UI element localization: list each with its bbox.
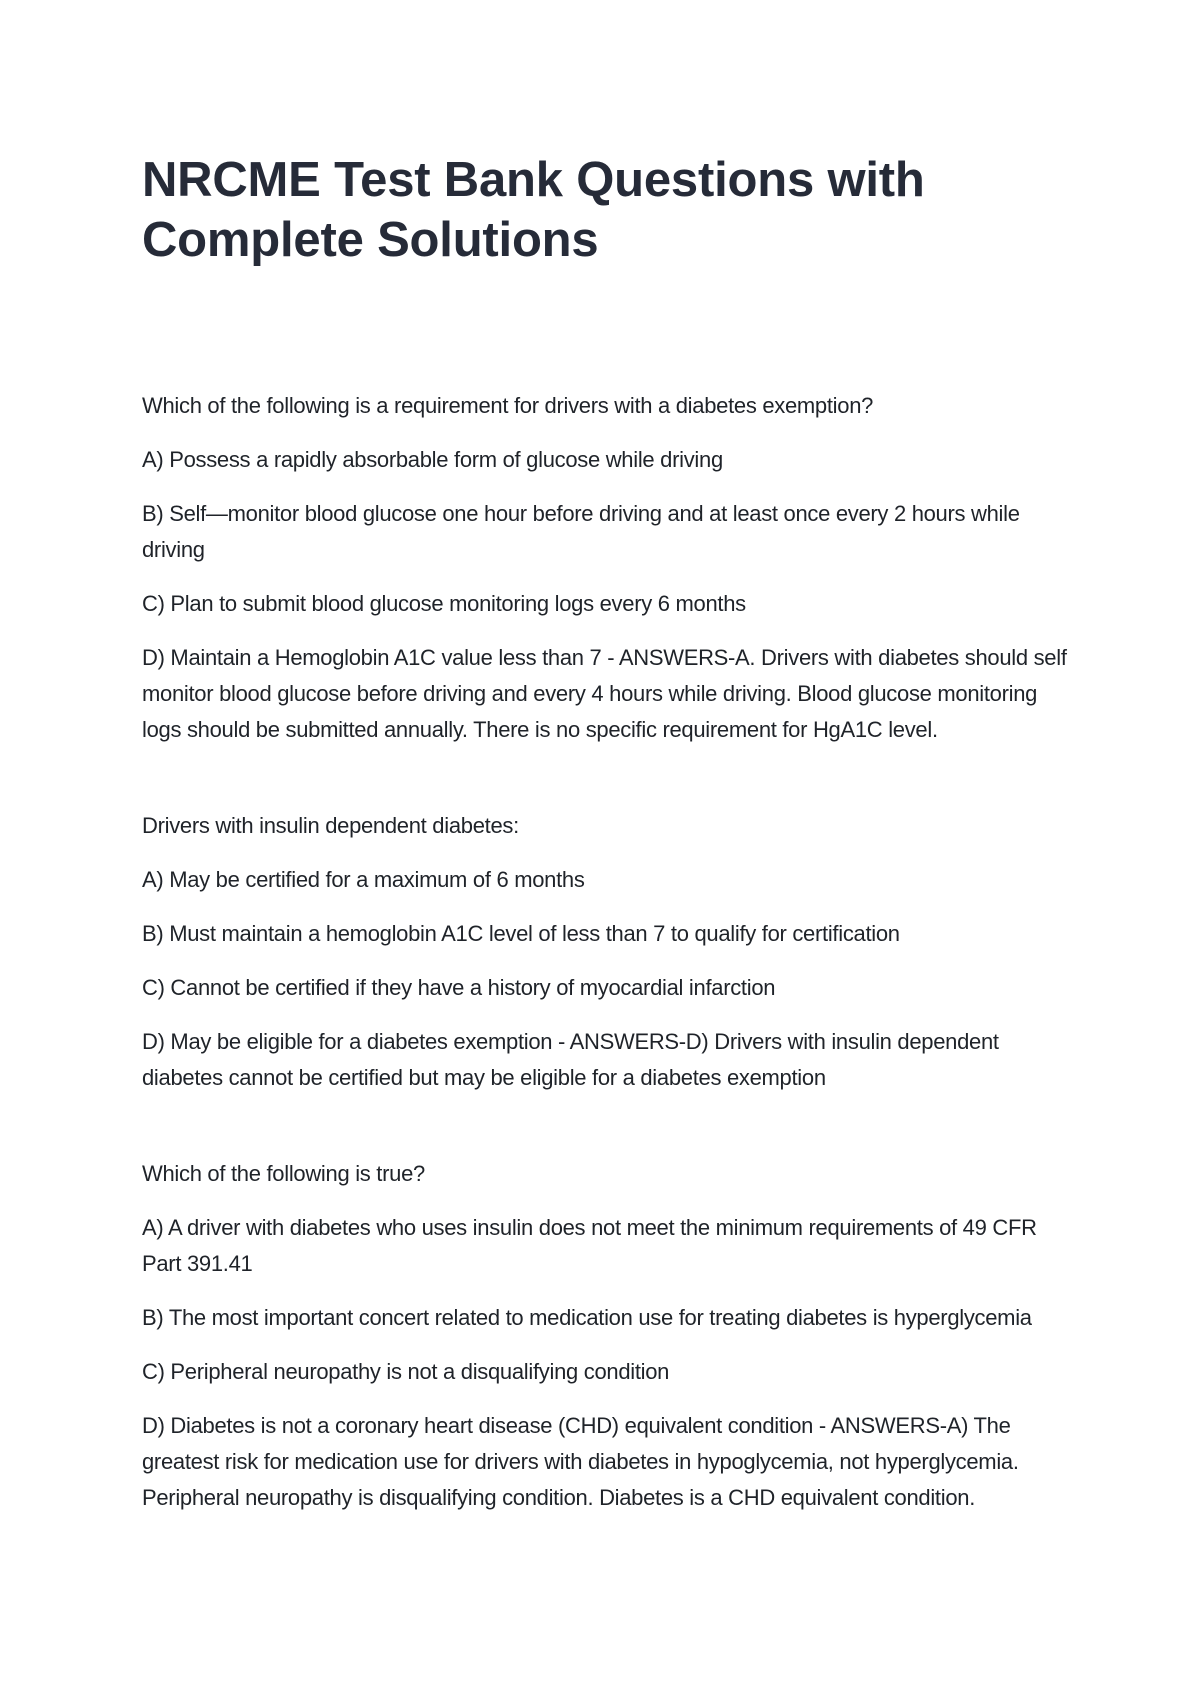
- answer-option-b: B) The most important concert related to medication use for treating diabetes is hyperglycemia: [142, 1305, 1032, 1330]
- answer-option-c: C) Peripheral neuropathy is not a disqualifying condition: [142, 1359, 670, 1384]
- question-stem: Drivers with insulin dependent diabetes:: [142, 813, 519, 838]
- question-block-2: [142, 808, 1068, 1096]
- answer-option-d: D) May be eligible for a diabetes exemption - ANSWERS-D) Drivers with insulin dependent diabetes cannot be certified but may be eligible for a diabetes exemption: [142, 1029, 999, 1090]
- answer-option-b: B) Self—monitor blood glucose one hour before driving and at least once every 2 hours while driving: [142, 501, 1020, 562]
- question-stem: Which of the following is true?: [142, 1161, 425, 1186]
- answer-option-a: A) May be certified for a maximum of 6 months: [142, 867, 585, 892]
- answer-option-a: A) Possess a rapidly absorbable form of glucose while driving: [142, 447, 723, 472]
- answer-option-b: B) Must maintain a hemoglobin A1C level of less than 7 to qualify for certification: [142, 921, 900, 946]
- answer-option-c: C) Cannot be certified if they have a history of myocardial infarction: [142, 975, 776, 1000]
- question-stem: Which of the following is a requirement for drivers with a diabetes exemption?: [142, 393, 874, 418]
- answer-option-d: D) Maintain a Hemoglobin A1C value less than 7 - ANSWERS-A. Drivers with diabetes should self monitor blood glucose before driving and every 4 hours while driving. Blood glucose monitoring logs should be submitted annually. There is no specific requirement for HgA1C level.: [142, 645, 1067, 742]
- question-block-1: [142, 388, 1068, 748]
- question-block-3: [142, 1156, 1068, 1516]
- answer-option-d: D) Diabetes is not a coronary heart disease (CHD) equivalent condition - ANSWERS-A) The greatest risk for medication use for drivers with diabetes in hypoglycemia, not hyperglycemia. Peripheral neuropathy is disqualifying condition. Diabetes is a CHD equivalent condition.: [142, 1413, 1019, 1510]
- answer-option-a: A) A driver with diabetes who uses insulin does not meet the minimum requirements of 49 CFR Part 391.41: [142, 1215, 1037, 1276]
- answer-option-c: C) Plan to submit blood glucose monitoring logs every 6 months: [142, 591, 746, 616]
- question-list: [142, 388, 1068, 1516]
- document-page: [142, 150, 1068, 1576]
- document-title: NRCME Test Bank Questions with Complete Solutions: [142, 153, 925, 267]
